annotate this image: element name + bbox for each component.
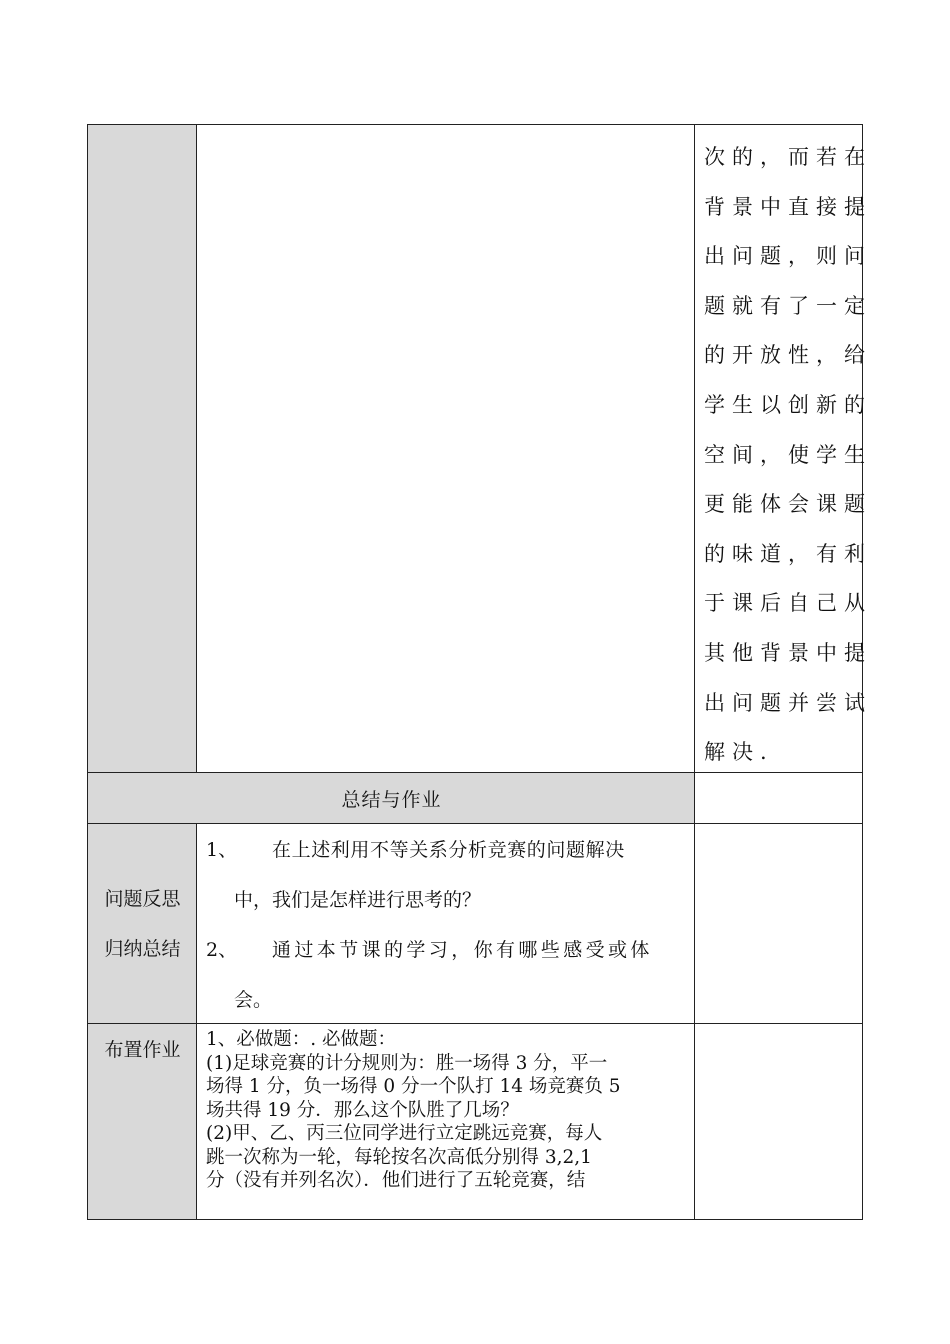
section-title-summary	[88, 773, 695, 824]
grid-hline	[88, 772, 862, 773]
note-line: 的味道，有利	[704, 541, 872, 566]
homework-line: 场共得 19 分．那么这个队胜了几场？	[206, 1099, 519, 1121]
grid-vline	[196, 125, 197, 773]
reflection-label-cell	[88, 824, 197, 1024]
note-line: 学生以创新的	[704, 392, 872, 417]
grid-hline	[88, 823, 862, 824]
lesson-plan-table	[87, 124, 872, 1220]
question-1-number: 1、	[206, 839, 238, 861]
note-line: 解决.	[704, 740, 774, 765]
homework-line: 跳一次称为一轮，每轮按名次高低分别得 3,2,1	[206, 1146, 592, 1168]
note-line: 于课后自己从	[704, 591, 872, 616]
note-line: 空间，使学生	[704, 442, 872, 467]
note-line: 更能体会课题	[704, 492, 872, 517]
question-2-line2: 会。	[234, 989, 273, 1011]
summary-notes-empty-cell	[695, 773, 862, 824]
question-2-number: 2、	[206, 939, 238, 961]
top-content-empty-cell	[197, 125, 695, 773]
homework-line: (1)足球竞赛的计分规则为：胜一场得 3 分，平一	[206, 1052, 608, 1074]
grid-vline	[196, 824, 197, 1219]
design-notes-cell	[695, 125, 872, 773]
question-2-continued	[206, 975, 689, 1025]
grid-vline	[694, 125, 695, 1219]
question-2	[206, 925, 689, 975]
reflection-label-line2: 归纳总结	[104, 938, 181, 960]
top-left-shaded-cell	[88, 125, 197, 773]
note-line: 其他背景中提	[704, 640, 872, 665]
reflection-questions-cell	[197, 824, 695, 1024]
homework-line: 场得 1 分，负一场得 0 分一个队打 14 场竞赛负 5	[206, 1076, 621, 1097]
homework-label: 布置作业	[104, 1039, 181, 1061]
question-1-line2: 中，我们是怎样进行思考的？	[234, 889, 482, 911]
question-1-line1: 在上述利用不等关系分析竞赛的问题解决	[272, 839, 625, 861]
note-line: 次的，而若在	[704, 145, 872, 169]
section-title-text: 总结与作业	[341, 789, 442, 811]
note-line: 题就有了一定	[704, 293, 872, 318]
note-line: 背景中直接提	[704, 194, 872, 219]
homework-notes-empty-cell	[695, 1024, 862, 1219]
reflection-notes-empty-cell	[695, 824, 862, 1024]
note-line: 的开放性，给	[704, 343, 872, 368]
homework-line: 1、必做题：. 必做题：	[206, 1029, 397, 1050]
homework-content-cell	[197, 1024, 695, 1219]
homework-line: (2)甲、乙、丙三位同学进行立定跳远竞赛，每人	[206, 1123, 603, 1144]
question-1	[206, 825, 689, 875]
note-line: 出问题并尝试	[704, 690, 872, 715]
homework-label-cell	[88, 1024, 197, 1219]
question-1-continued	[206, 875, 689, 925]
note-line: 出问题，则问	[704, 244, 872, 269]
homework-line: 分（没有并列名次）．他们进行了五轮竞赛，结	[206, 1170, 586, 1191]
question-2-line1: 通过本节课的学习，你有哪些感受或体	[272, 939, 653, 961]
grid-hline	[88, 1023, 862, 1024]
reflection-label-line1: 问题反思	[104, 888, 181, 910]
